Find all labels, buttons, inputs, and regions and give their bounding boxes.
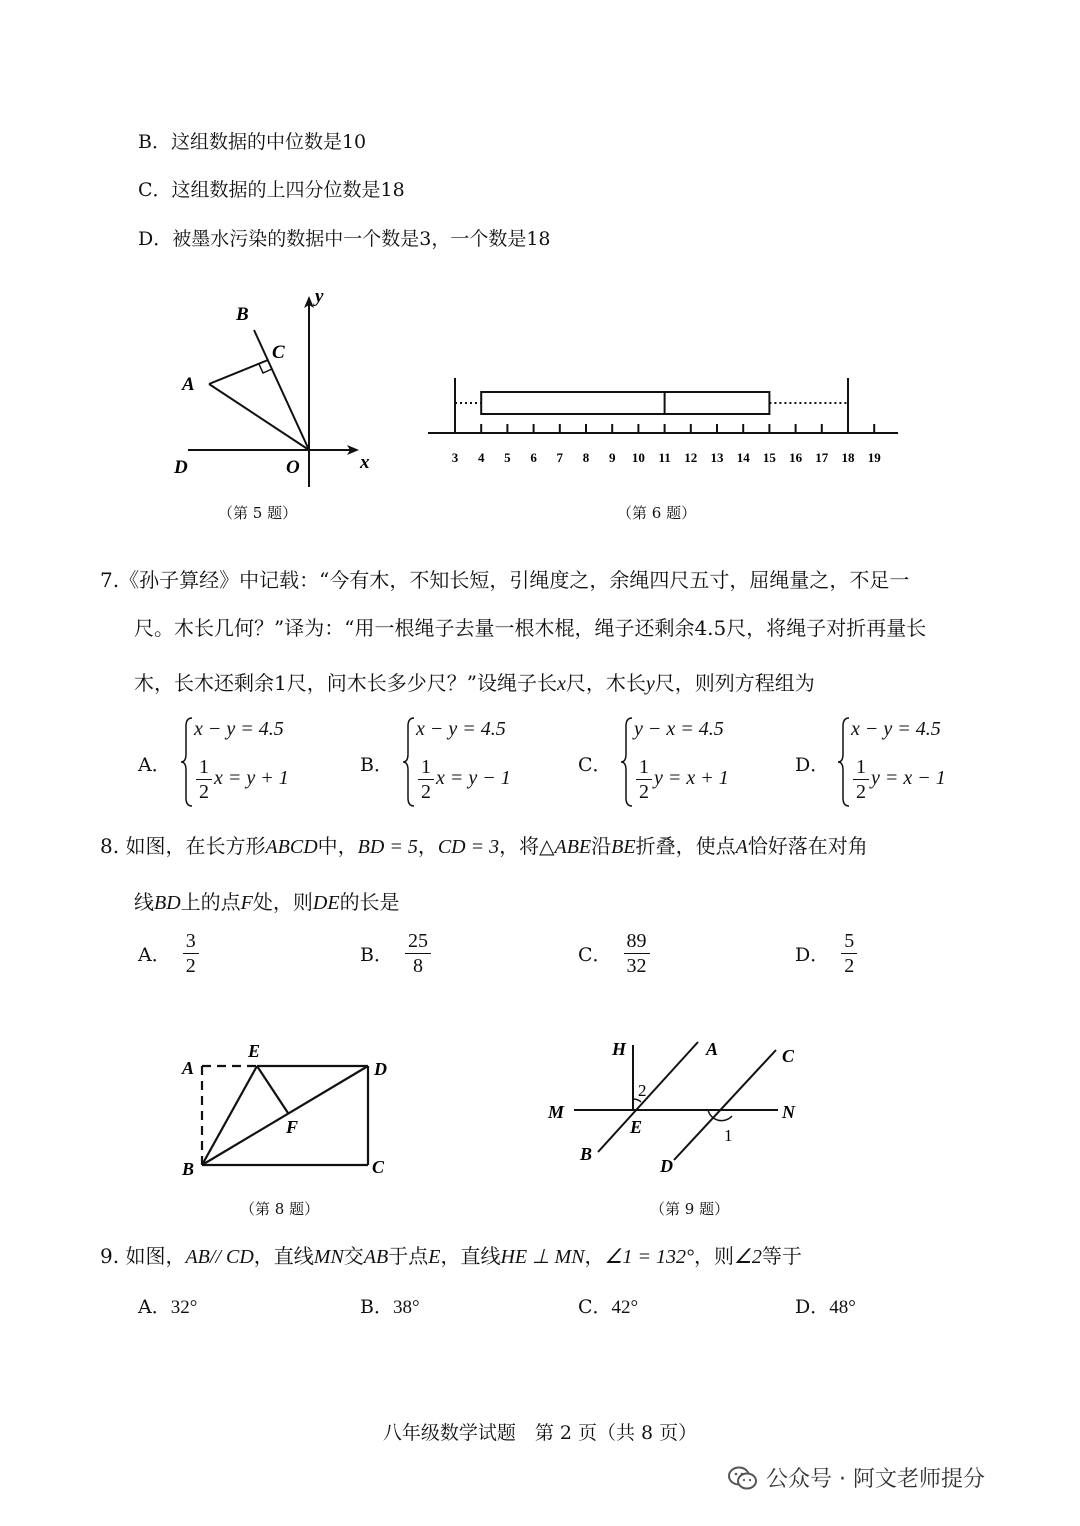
tick-label: 13 (710, 450, 724, 465)
q8-option-a: A． $\frac{3}{2}$ (138, 930, 201, 977)
number-line-ticks (452, 424, 881, 465)
tick-label: 6 (530, 450, 537, 465)
figure-9-caption: （第 9 题） (650, 1200, 730, 1218)
q7-number: 7. (100, 568, 120, 592)
q7-line-3: 木，长木还剩余1尺，问木长多少尺？”设绳子长x尺，木长y尺，则列方程组为 (134, 671, 815, 695)
q6-option-d: D．被墨水污染的数据中一个数是3，一个数是18 (138, 228, 551, 250)
q6-option-b: B．这组数据的中位数是10 (138, 131, 367, 153)
tick-label: 12 (684, 450, 698, 465)
label-o: O (286, 457, 300, 478)
q8-number: 8. (100, 834, 120, 858)
tick-label: 11 (658, 450, 671, 465)
q6-option-c: C．这组数据的上四分位数是18 (138, 179, 405, 201)
wechat-icon (728, 1465, 758, 1491)
label-h: H (612, 1039, 627, 1059)
label-angle-1: 1 (724, 1126, 733, 1145)
tick-label: 16 (789, 450, 803, 465)
q7-option-d-system: x − y = 4.5 $\frac{1}{2}$ y = x − 1 (837, 716, 967, 811)
q9-option-c: C．42° (578, 1296, 639, 1318)
figure-9 (540, 1030, 820, 1180)
tick-label: 3 (451, 450, 459, 465)
iqr-box (481, 392, 769, 414)
q7-option-c-system: y − x = 4.5 $\frac{1}{2}$ y = x + 1 (620, 716, 750, 811)
label-y: y (315, 286, 324, 307)
label-angle-2: 2 (638, 1081, 647, 1100)
label-e: E (248, 1041, 261, 1061)
label-x: x (360, 452, 370, 473)
label-a: A (706, 1039, 719, 1059)
diagonal-bd (202, 1066, 368, 1165)
q9-stem: 9. 如图，AB// CD，直线MN交AB于点E，直线HE ⊥ MN，∠1 = 132°，则∠2等于 (100, 1244, 802, 1268)
tick-label: 4 (477, 450, 485, 465)
page-footer: 八年级数学试题 第 2 页（共 8 页） (382, 1422, 698, 1444)
label-c: C (372, 1157, 385, 1177)
figure-5 (160, 280, 390, 500)
watermark: 公众号 · 阿文老师提分 (728, 1462, 985, 1493)
label-m: M (548, 1102, 565, 1122)
label-a: A (182, 1058, 195, 1078)
q8-line-2: 线BD上的点F处，则DE的长是 (134, 890, 400, 914)
label-d: D (374, 1059, 387, 1079)
q7-option-a-letter: A． (138, 754, 171, 776)
tick-label: 17 (815, 450, 829, 465)
q7-option-c-letter: C． (578, 754, 612, 776)
q7-option-b-letter: B． (360, 754, 393, 776)
label-e: E (630, 1117, 643, 1137)
q8-option-d: D． $\frac{5}{2}$ (795, 930, 859, 977)
tick-label: 19 (867, 450, 881, 465)
figure-8-caption: （第 8 题） (240, 1200, 320, 1218)
brace-icon (180, 716, 194, 808)
figure-6-caption: （第 6 题） (617, 504, 697, 522)
label-b: B (182, 1159, 195, 1179)
tick-label: 10 (631, 450, 645, 465)
label-d: D (660, 1156, 673, 1176)
tick-label: 7 (556, 450, 564, 465)
segment-ac (209, 360, 268, 384)
label-d: D (174, 457, 188, 478)
tick-label: 15 (762, 450, 776, 465)
tick-label: 8 (582, 450, 590, 465)
q8-option-c: C． $\frac{89}{32}$ (578, 930, 652, 977)
q9-option-a: A．32° (138, 1296, 198, 1318)
q7-line-1: 7.《孙子算经》中记载：“今有木，不知长短，引绳度之，余绳四尺五寸，屈绳量之，不足一 (100, 568, 910, 592)
q7-option-a-system: x − y = 4.5 $\frac{1}{2}$ x = y + 1 (180, 716, 310, 811)
label-a: A (182, 374, 195, 395)
figure-5-caption: （第 5 题） (218, 504, 298, 522)
tick-label: 5 (504, 450, 511, 465)
label-b: B (580, 1144, 593, 1164)
brace-icon (402, 716, 416, 808)
q9-option-b: B．38° (360, 1296, 420, 1318)
q8-option-b: B． $\frac{25}{8}$ (360, 930, 433, 977)
q7-option-d-letter: D． (795, 754, 830, 776)
segment-be (202, 1066, 257, 1165)
q9-option-d: D．48° (795, 1296, 856, 1318)
q7-line-2: 尺。木长几何？”译为：“用一根绳子去量一根木棍，绳子还剩余4.5尺，将绳子对折再量长 (134, 616, 927, 640)
label-n: N (782, 1102, 795, 1122)
label-b: B (236, 304, 249, 325)
tick-label: 14 (736, 450, 750, 465)
figure-6 (420, 370, 920, 480)
figure-8 (170, 1035, 410, 1185)
segment-ef (257, 1066, 288, 1113)
tick-label: 9 (608, 450, 616, 465)
brace-icon (620, 716, 634, 808)
label-f: F (286, 1117, 299, 1137)
label-c: C (782, 1046, 795, 1066)
q8-line-1: 8. 如图，在长方形ABCD中，BD = 5，CD = 3，将△ABE沿BE折叠，使点A恰好落在对角 (100, 834, 868, 858)
tick-label: 18 (841, 450, 855, 465)
q7-option-b-system: x − y = 4.5 $\frac{1}{2}$ x = y − 1 (402, 716, 532, 811)
brace-icon (837, 716, 851, 808)
q9-number: 9. (100, 1244, 120, 1268)
box-plot (455, 378, 848, 433)
label-c: C (272, 342, 285, 363)
